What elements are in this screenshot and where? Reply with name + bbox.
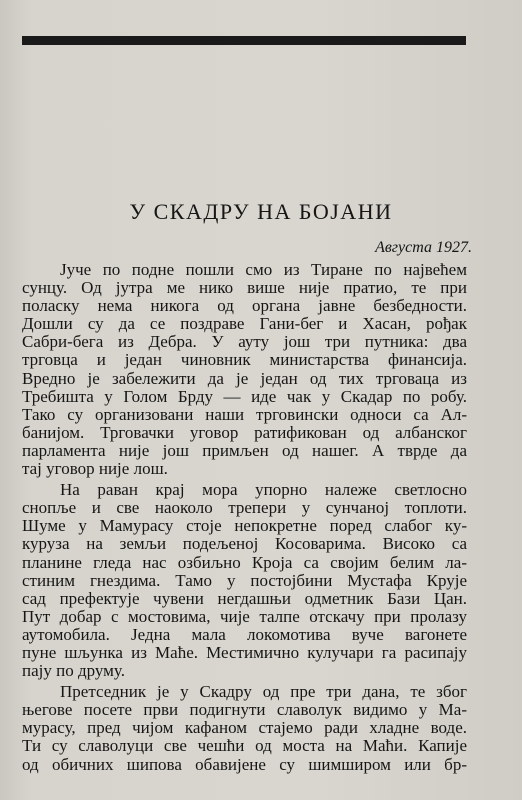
text-line: куруза на земљи подељеној Косоварима. Високо са [22,534,467,554]
text-line: парламента није још примљен од нашег. А тврде да [22,440,467,460]
text-line: Вредно је забележити да је један од тих трговаца из [22,368,467,388]
top-rule [22,36,466,45]
text-line: његове посете први подигнути славолук видимо у Ма- [22,700,467,720]
body-text [22,261,467,774]
text-line: мурасу, пред чијом кафаном стајемо ради хладне воде. [22,718,467,738]
text-line: тај уговор није лош. [22,459,168,479]
text-line: Пут добар с мостовима, чије талпе отскачу при пролазу [22,606,467,626]
text-line: сад префектује чувени негдашњи одметник Бази Цан. [22,588,467,608]
text-line: Ти су славолуци све чешћи од моста на Маћи. Капије [22,736,467,756]
text-line: На раван крај мора упорно належе светлосно [60,480,467,500]
text-line: Дошли су да се поздраве Гани-бег и Хасан, рођак [22,314,467,334]
text-line: банијом. Трговачки уговор ратификован од албанског [22,422,467,442]
text-line: трговца и један чиновник министарства финансија. [22,350,467,370]
dateline: Августа 1927. [375,239,472,256]
text-line: пуне шљунка из Маће. Местимично кулучари га расипају [22,642,467,662]
text-line: пају по друму. [22,661,125,681]
text-line: планине гледа нас озбиљно Кроја са својим белим ла- [22,552,467,572]
chapter-title: У СКАДРУ НА БОЈАНИ [129,199,393,224]
text-line: Претседник је у Скадру од пре три дана, те због [60,682,467,702]
text-line: снопље и све наоколо трепери у сунчаној топлоти. [22,498,467,518]
text-line: стиним гнездима. Тамо у постојбини Мустафа Крује [22,570,467,590]
text-line: Требишта у Голом Брду — иде чак у Скадар по робу. [22,386,467,406]
text-line: Сабри-бега из Дебра. У ауту још три путника: два [22,332,467,352]
text-line: Шуме у Мамурасу стоје непокретне поред слабог ку- [22,516,467,536]
text-line: Јуче по подне пошли смо из Тиране по највећем [60,260,467,279]
text-line: поласку нема никога од органа јавне безбедности. [22,296,467,316]
text-line: од обичних шипова обавијене су шимширом или бр- [22,754,467,774]
text-line: Тако су организовани наши трговински односи са Ал- [22,404,467,424]
text-line: сунцу. Од јутра ме нико више није пратио, те при [22,278,467,298]
text-line: аутомобила. Једна мала локомотива вуче вагонете [22,624,467,644]
